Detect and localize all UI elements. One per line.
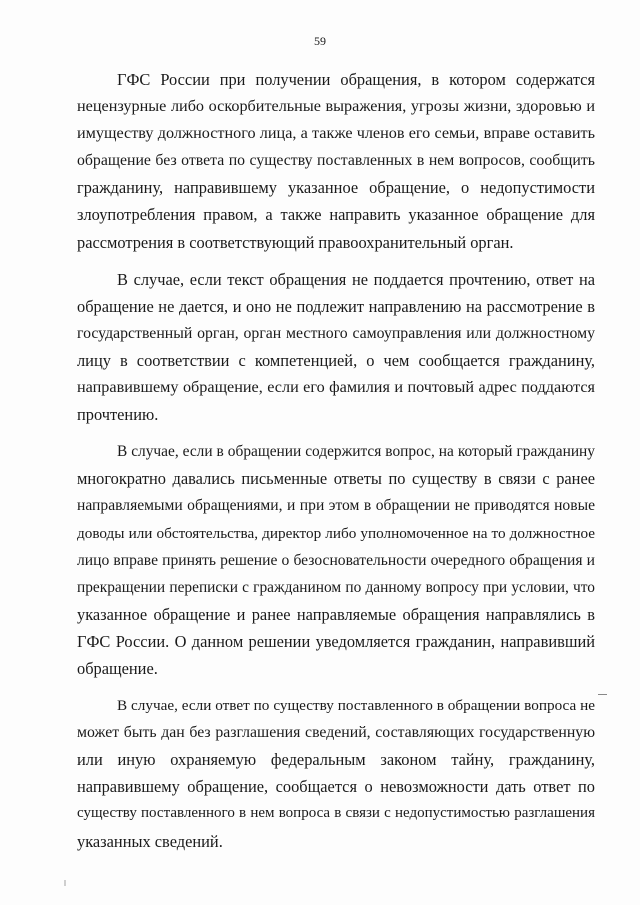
paragraph-2 [77,266,595,429]
paragraph-4 [77,692,595,855]
text-line: или иную охраняемую федеральным законом тайну, гражданину, [77,750,595,770]
text-line: указанное обращение и ранее направляемые обращения направлялись в [77,604,595,624]
text-line: ГФС России при получении обращения, в котором содержатся [117,70,595,89]
text-line: прочтению. [77,405,159,425]
scan-mark [598,694,607,695]
text-line: ГФС России. О данном решении уведомляется гражданин, направивший [77,631,595,651]
text-line: В случае, если ответ по существу поставленного в обращении вопроса не [117,697,595,715]
text-line: нецензурные либо оскорбительные выражения, угрозы жизни, здоровью и [77,97,595,116]
text-line: направившему обращение, если его фамилия и почтовый адрес поддаются [77,378,595,397]
text-line: обращение без ответа по существу поставленных в нем вопросов, сообщить [77,152,595,170]
text-line: обращение не дается, и оно не подлежит направлению на рассмотрение в [77,296,595,316]
text-line: В случае, если текст обращения не поддается прочтению, ответ на [117,269,595,289]
text-line: многократно давались письменные ответы по существу в связи с ранее [77,469,595,489]
text-line: доводы или обстоятельства, директор либо уполномоченное на то должностное [77,524,595,542]
text-line: злоупотребления правом, а также направить указанное обращение для [77,205,595,225]
text-line: государственный орган, орган местного самоуправления или должностному [77,324,595,342]
paragraph-1 [77,66,595,256]
text-line: направившему обращение, сообщается о невозможности дать ответ по [77,777,595,797]
text-line: рассмотрения в соответствующий правоохранительный орган. [77,232,514,252]
scan-mark [64,880,66,886]
text-line: гражданину, направившему указанное обращение, о недопустимости [77,178,595,198]
document-body [77,66,595,865]
text-line: имуществу должностного лица, а также членов его семьи, вправе оставить [77,124,595,143]
page-number: 59 [314,34,326,48]
text-line: прекращении переписки с гражданином по данному вопросу при условии, что [77,578,595,596]
paragraph-3 [77,438,595,682]
text-line: В случае, если в обращении содержится вопрос, на который гражданину [117,443,595,461]
text-line: направляемыми обращениями, и при этом в обращении не приводятся новые [77,497,595,515]
text-line: лицу в соответствии с компетенцией, о чем сообщается гражданину, [77,350,595,370]
text-line: существу поставленного в нем вопроса в связи с недопустимостью разглашения [77,805,595,822]
text-line: может быть дан без разглашения сведений, составляющих государственную [77,724,595,742]
text-line: обращение. [77,658,158,678]
text-line: лицо вправе принять решение о безосновательности очередного обращения и [77,551,595,569]
text-line: указанных сведений. [77,831,223,851]
